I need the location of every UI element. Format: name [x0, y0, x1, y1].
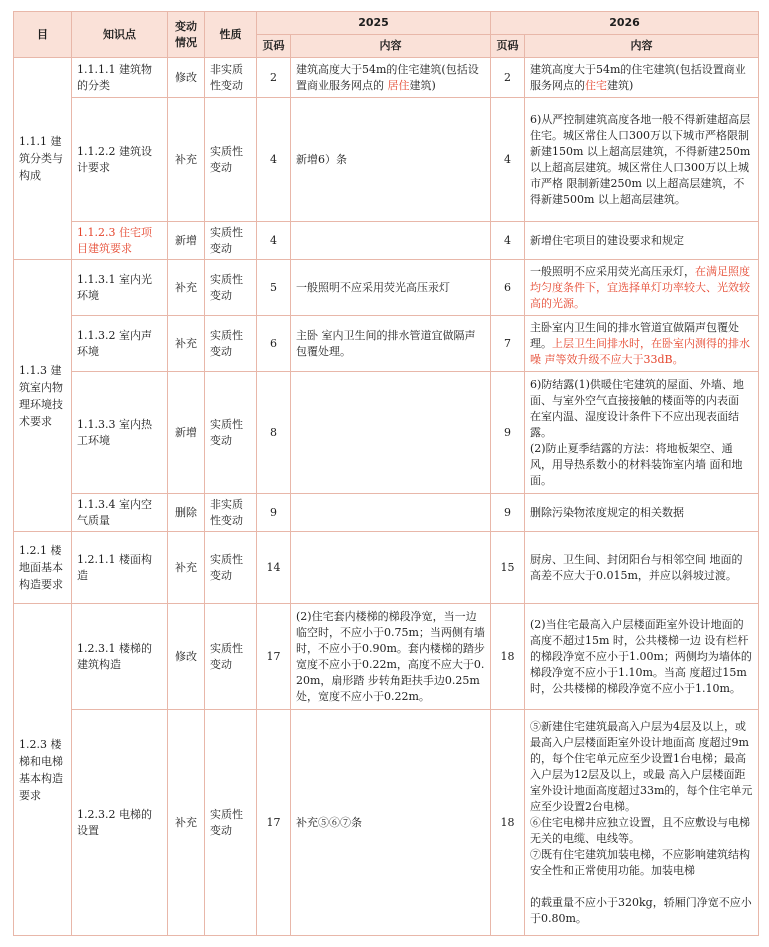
header-change: 变动情况	[168, 12, 205, 58]
page-2026-cell: 15	[491, 532, 525, 604]
header-year-2026: 2026	[491, 12, 759, 35]
point-cell: 1.2.3.1 楼梯的建筑构造	[72, 604, 168, 710]
page-2026-cell: 2	[491, 58, 525, 98]
nature-cell: 实质性变动	[205, 372, 257, 494]
page-2025-cell: 4	[257, 222, 291, 260]
point-cell: 1.1.3.1 室内光环境	[72, 260, 168, 316]
nature-cell: 实质性变动	[205, 316, 257, 372]
table-row	[14, 260, 759, 316]
page-2026-cell: 9	[491, 372, 525, 494]
change-cell: 删除	[168, 494, 205, 532]
content-paragraph: ⑤新建住宅建筑最高入户层为4层及以上，或最高入户层楼面距室外设计地面高 度超过9m 的，每个住宅单元应至少设置1台电梯；最高入户层为12层及以上，或最 高入户层楼面距室外设计地面高度超过33m的，每个住宅单元应至少设置2台电梯。	[530, 719, 753, 813]
table-row	[14, 222, 759, 260]
nature-cell: 实质性变动	[205, 604, 257, 710]
content-2025-cell	[291, 532, 491, 604]
highlight-text: 住宅	[585, 78, 607, 92]
table-row	[14, 58, 759, 98]
header-nature: 性质	[205, 12, 257, 58]
table-row	[14, 316, 759, 372]
paragraph-gap	[530, 879, 753, 895]
header-content-2026: 内容	[525, 35, 759, 58]
content-2026-cell: 6)从严控制建筑高度各地一般不得新建超高层住宅。城区常住人口300万以下城市严格限制新建150m 以上超高层建筑，不得新建250m 以上超高层建筑。城区常住人口300万以上城市严格 限制新建250m 以上超高层建筑，不得新建500m 以上超高层建筑。	[525, 98, 759, 222]
page-2025-cell: 2	[257, 58, 291, 98]
content-paragraph: 的载重量不应小于320kg，轿厢门净宽不应小于0.80m。	[530, 895, 752, 925]
content-2026-cell	[525, 260, 759, 316]
table-row	[14, 710, 759, 936]
page-2026-cell: 18	[491, 604, 525, 710]
section-cell: 1.1.3 建筑室内物理环境技术要求	[14, 260, 72, 532]
point-cell: 1.1.3.3 室内热工环境	[72, 372, 168, 494]
content-2025-cell	[291, 372, 491, 494]
nature-cell: 实质性变动	[205, 532, 257, 604]
change-cell: 修改	[168, 604, 205, 710]
content-2026-cell	[525, 316, 759, 372]
point-cell: 1.1.3.4 室内空气质量	[72, 494, 168, 532]
comparison-table	[13, 11, 759, 936]
table-row	[14, 532, 759, 604]
page-2025-cell: 8	[257, 372, 291, 494]
point-cell: 1.2.1.1 楼面构造	[72, 532, 168, 604]
content-2026-cell: 厨房、卫生间、封闭阳台与相邻空间 地面的高差不应大于0.015m，并应以斜坡过渡。	[525, 532, 759, 604]
highlight-text: 在满足照度均匀度条件下，宜选择单灯功率较大、光效较高的光源。	[530, 264, 750, 310]
change-cell: 新增	[168, 222, 205, 260]
content-2026-cell	[525, 58, 759, 98]
page-2025-cell: 14	[257, 532, 291, 604]
content-text: 建筑高度大于54m的住宅建筑(包括设置商业服务网点的	[530, 62, 746, 92]
page-2025-cell: 9	[257, 494, 291, 532]
content-2026-cell: 新增住宅项目的建设要求和规定	[525, 222, 759, 260]
page-2026-cell: 4	[491, 98, 525, 222]
content-2025-cell: 补充⑤⑥⑦条	[291, 710, 491, 936]
header-point: 知识点	[72, 12, 168, 58]
content-2025-cell	[291, 58, 491, 98]
change-cell: 补充	[168, 316, 205, 372]
nature-cell: 实质性变动	[205, 710, 257, 936]
content-2025-cell: 一般照明不应采用荧光高压汞灯	[291, 260, 491, 316]
content-2025-cell: (2)住宅套内楼梯的梯段净宽，当一边临空时，不应小于0.75m；当两侧有墙时，不应小于0.90m。套内楼梯的踏步宽度不应小于0.22m，高度不应大于0.20m，扇形踏 步转角距扶手边0.25m处，宽度不应小于0.22m。	[291, 604, 491, 710]
content-2025-cell	[291, 222, 491, 260]
page-2026-cell: 18	[491, 710, 525, 936]
page-2025-cell: 4	[257, 98, 291, 222]
content-2026-cell	[525, 372, 759, 494]
table-row	[14, 604, 759, 710]
highlight-text: 居住	[387, 78, 410, 92]
content-text: 建筑高度大于54m的住宅建筑(包括设置商业服务网点的	[296, 62, 479, 92]
nature-cell: 非实质性变动	[205, 494, 257, 532]
content-2025-cell: 新增6）条	[291, 98, 491, 222]
page-2025-cell: 17	[257, 710, 291, 936]
content-paragraph: ⑥住宅电梯井应独立设置，且不应敷设与电梯无关的电缆、电线等。	[530, 815, 750, 845]
nature-cell: 实质性变动	[205, 260, 257, 316]
change-cell: 修改	[168, 58, 205, 98]
point-cell: 1.1.1.1 建筑物的分类	[72, 58, 168, 98]
content-2025-cell	[291, 494, 491, 532]
page-2025-cell: 17	[257, 604, 291, 710]
page-2026-cell: 4	[491, 222, 525, 260]
nature-cell: 实质性变动	[205, 98, 257, 222]
content-text: 建筑)	[409, 78, 436, 92]
header-section: 目	[14, 12, 72, 58]
page-2026-cell: 6	[491, 260, 525, 316]
table-row	[14, 372, 759, 494]
header-content-2025: 内容	[291, 35, 491, 58]
header-year-2025: 2025	[257, 12, 491, 35]
section-cell: 1.2.1 楼地面基本构造要求	[14, 532, 72, 604]
page-2026-cell: 7	[491, 316, 525, 372]
content-paragraph: ⑦既有住宅建筑加装电梯，不应影响建筑结构安全性和正常使用功能。加装电梯	[530, 847, 750, 877]
content-2026-cell	[525, 710, 759, 936]
content-2026-cell: 删除污染物浓度规定的相关数据	[525, 494, 759, 532]
content-text: 主卧室内卫生间的排水管道宜做隔声包覆处理。	[530, 320, 739, 350]
page-2025-cell: 5	[257, 260, 291, 316]
nature-cell: 实质性变动	[205, 222, 257, 260]
page-2025-cell: 6	[257, 316, 291, 372]
content-paragraph: 6)防结露(1)供暖住宅建筑的屋面、外墙、地面、与室外空气直接接触的楼面等的内表面 在室内温、湿度设计条件下不应出现表面结露。	[530, 377, 744, 439]
point-cell: 1.1.2.3 住宅项目建筑要求	[72, 222, 168, 260]
table-row	[14, 98, 759, 222]
nature-cell: 非实质性变动	[205, 58, 257, 98]
content-2026-cell: (2)当住宅最高入户层楼面距室外设计地面的高度不超过15m 时，公共楼梯一边 设有栏杆的梯段净宽不应小于1.00m；两侧均为墙体的梯段净宽不应小于1.10m。当高 度超过15m 时，公共楼梯的梯段净宽不应小于1.10m。	[525, 604, 759, 710]
header-row-1	[14, 12, 759, 35]
change-cell: 补充	[168, 260, 205, 316]
content-text: 建筑)	[607, 78, 634, 92]
point-cell: 1.1.3.2 室内声环境	[72, 316, 168, 372]
section-cell: 1.2.3 楼梯和电梯基本构造要求	[14, 604, 72, 936]
content-paragraph: (2)防止夏季结露的方法：将地板架空、通风，用导热系数小的材料装饰室内墙 面和地面。	[530, 441, 743, 487]
change-cell: 补充	[168, 710, 205, 936]
change-cell: 补充	[168, 98, 205, 222]
table-row	[14, 494, 759, 532]
change-cell: 新增	[168, 372, 205, 494]
header-page-2025: 页码	[257, 35, 291, 58]
highlight-text: 上层卫生间排水时，在卧室内测得的排水噪 声等效升级不应大于33dB。	[530, 336, 750, 366]
point-cell: 1.2.3.2 电梯的设置	[72, 710, 168, 936]
point-cell: 1.1.2.2 建筑设计要求	[72, 98, 168, 222]
content-2025-cell: 主卧 室内卫生间的排水管道宜做隔声包覆处理。	[291, 316, 491, 372]
section-cell: 1.1.1 建筑分类与构成	[14, 58, 72, 260]
change-cell: 补充	[168, 532, 205, 604]
page-2026-cell: 9	[491, 494, 525, 532]
header-page-2026: 页码	[491, 35, 525, 58]
content-text: 一般照明不应采用荧光高压汞灯，	[530, 264, 695, 278]
